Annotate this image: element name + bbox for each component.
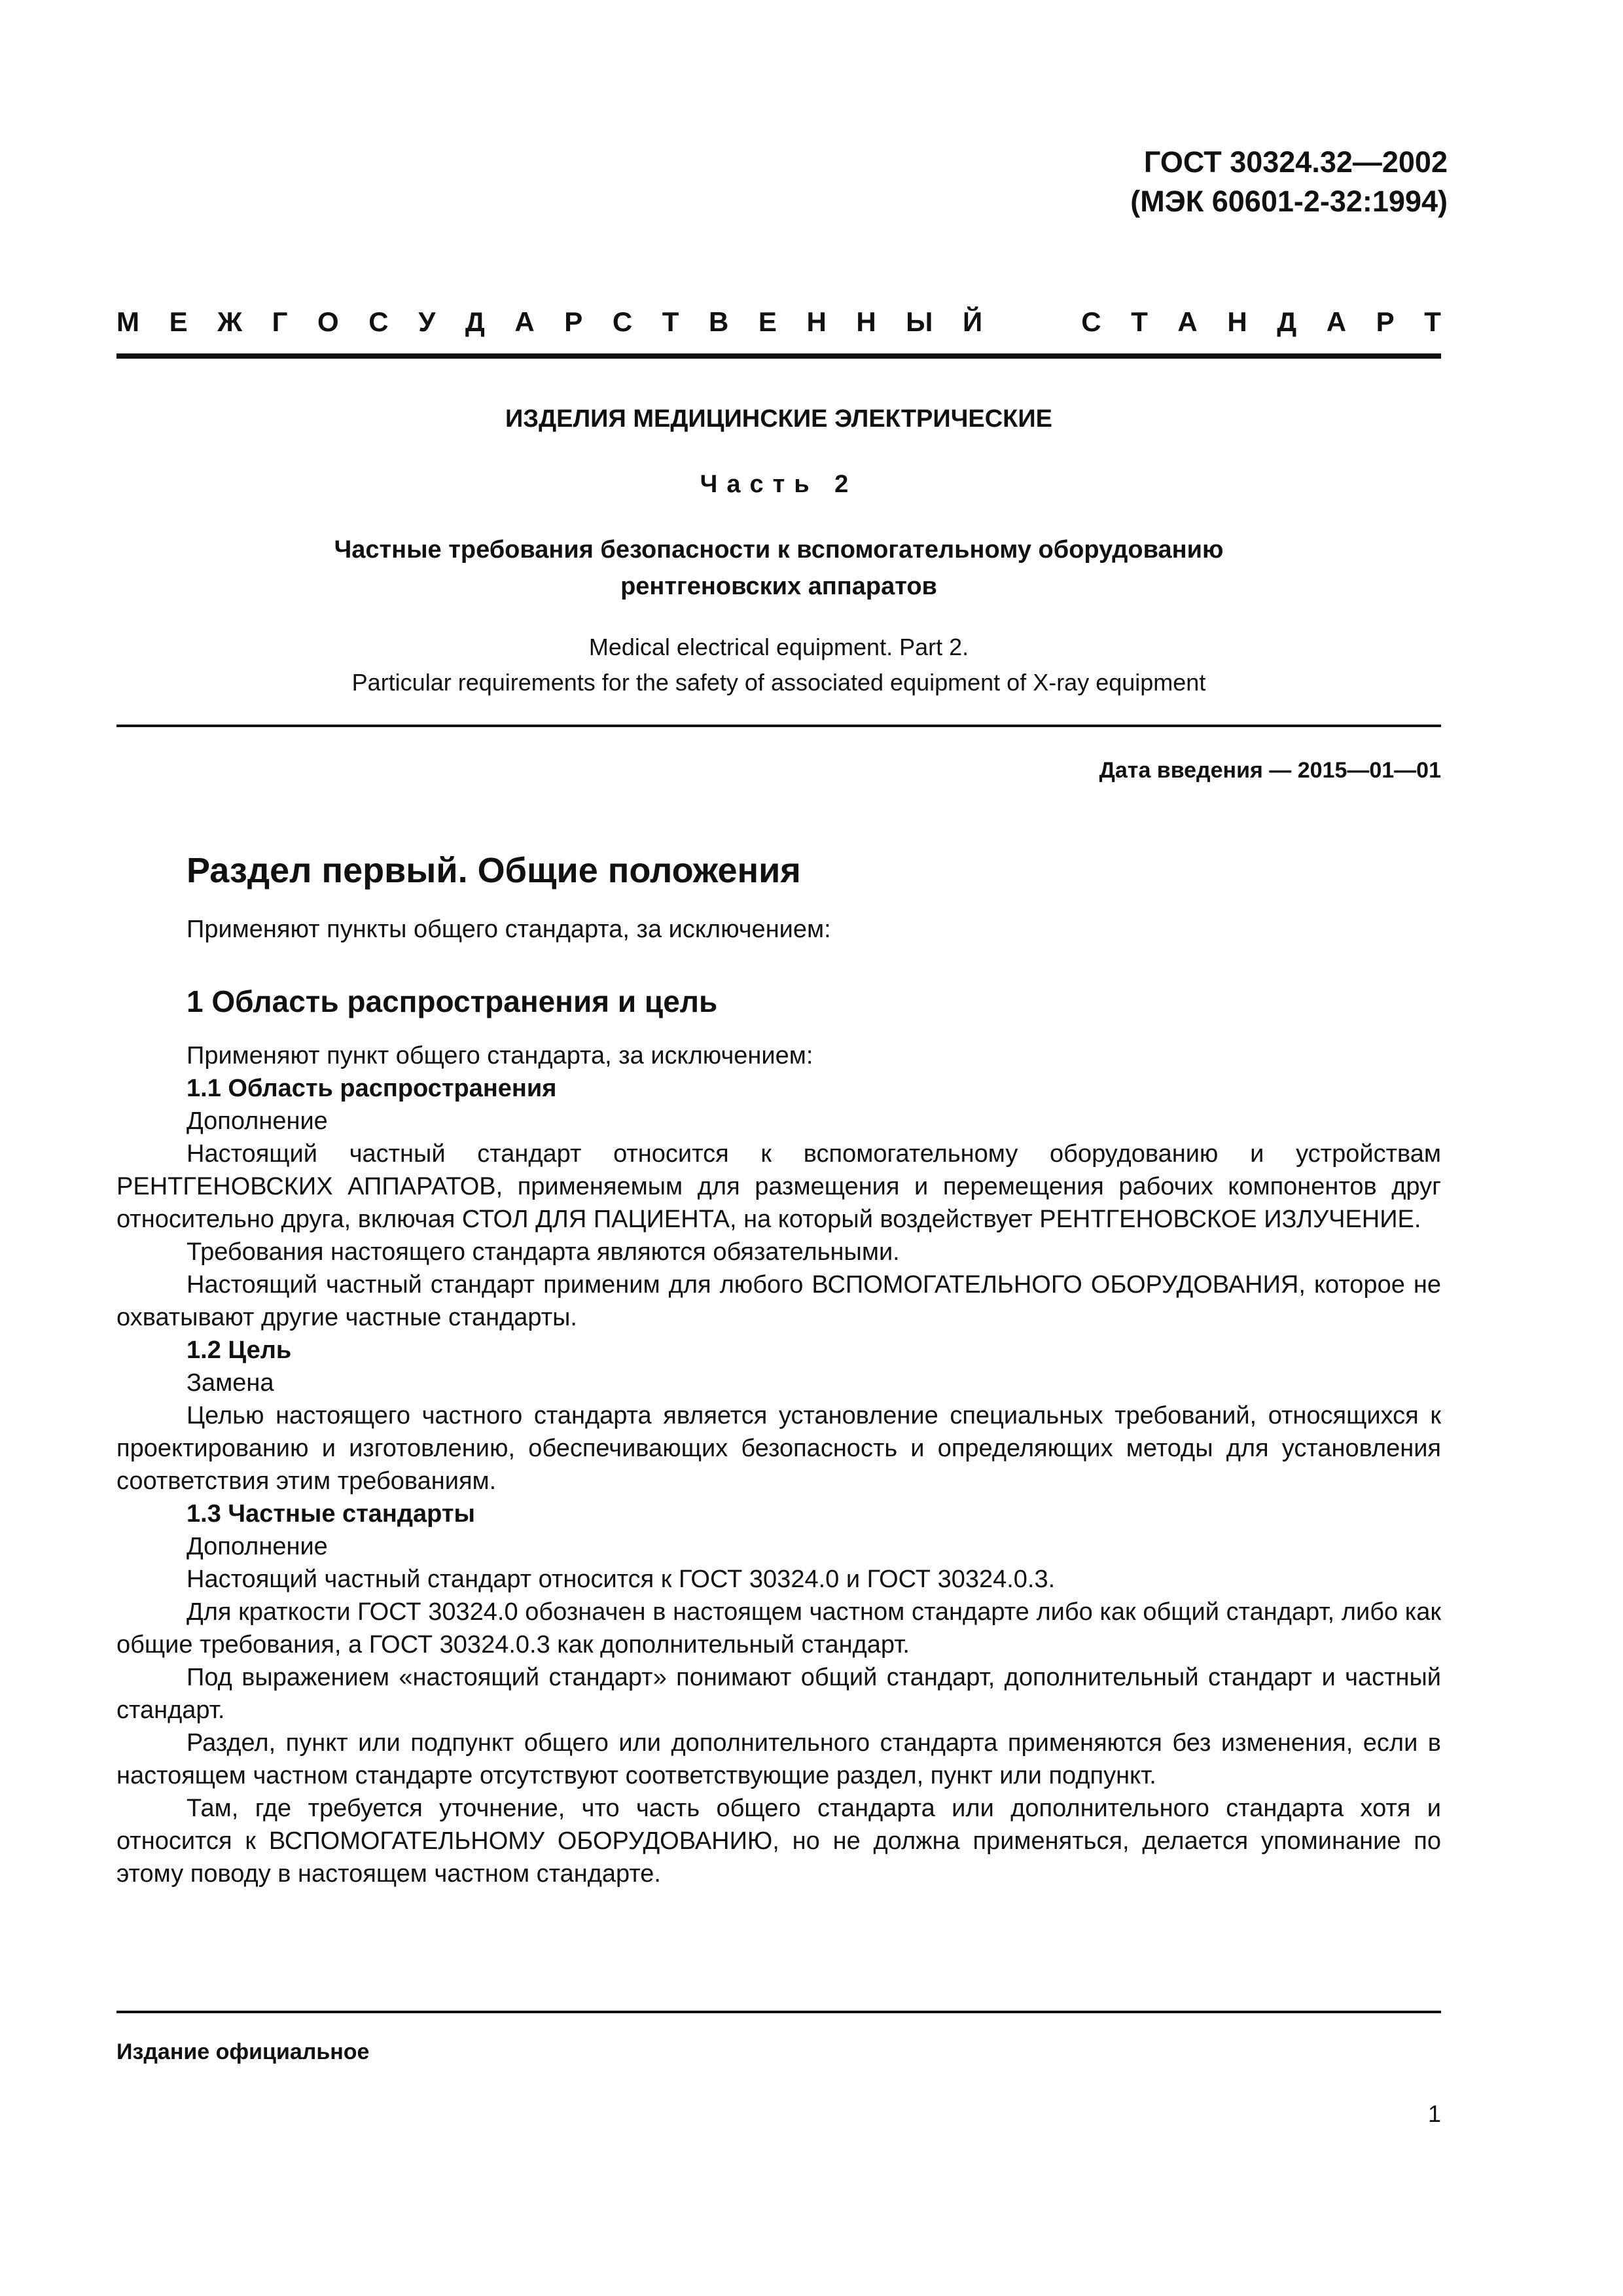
clause-1-2-heading: 1.2 Цель (187, 1336, 292, 1364)
section-intro (116, 913, 1441, 946)
banner-letter: Т (1424, 306, 1441, 337)
clause-1-body (116, 1039, 1441, 1890)
paragraph: Настоящий частный стандарт относится к вспомогательному оборудованию и устройствам РЕНТГЕНОВСКИХ АППАРАТОВ, применяемым для размещения и перемещения рабочих компонентов друг относительно друга, включая СТОЛ ДЛЯ ПАЦИЕНТА, на который воздействует РЕНТГЕНОВСКОЕ ИЗЛУЧЕНИЕ. (116, 1140, 1441, 1233)
banner-letter: О (317, 306, 339, 337)
banner-letter: Ж (217, 306, 243, 337)
iec-equivalent-code: (МЭК 60601-2-32:1994) (1130, 185, 1448, 218)
official-edition-label: Издание официальное (116, 2039, 370, 2064)
english-title-line: Particular requirements for the safety of associated equipment of X-ray equipment (351, 669, 1206, 696)
paragraph: Раздел, пункт или подпункт общего или дополнительного стандарта применяются без изменения, если в настоящем частном стандарте отсутствуют соответствующие раздел, пункт или подпункт. (116, 1729, 1441, 1789)
subtitle-line: Частные требования безопасности к вспомогательному оборудованию (334, 536, 1224, 564)
document-title: ИЗДЕЛИЯ МЕДИЦИНСКИЕ ЭЛЕКТРИЧЕСКИЕ (505, 405, 1053, 433)
addition-label: Дополнение (187, 1107, 328, 1135)
english-title (116, 630, 1441, 700)
banner-letter: Р (1376, 306, 1395, 337)
subtitle-line: рентгеновских аппаратов (620, 573, 937, 600)
clause-1-3-heading: 1.3 Частные стандарты (187, 1500, 475, 1528)
paragraph: Требования настоящего стандарта являются обязательными. (187, 1238, 900, 1266)
banner-letter: Т (662, 306, 679, 337)
banner-letter: С (612, 306, 633, 337)
banner-letter: Н (806, 306, 827, 337)
banner-letter: Д (1277, 306, 1297, 337)
banner-letter: А (1177, 306, 1198, 337)
banner-letter: Р (564, 306, 583, 337)
banner-letter: М (116, 306, 139, 337)
paragraph: Настоящий частный стандарт применим для любого ВСПОМОГАТЕЛЬНОГО ОБОРУДОВАНИЯ, которое не охватывают другие частные стандарты. (116, 1271, 1441, 1331)
paragraph: Под выражением «настоящий стандарт» понимают общий стандарт, дополнительный стандарт и частный стандарт. (116, 1664, 1441, 1724)
banner-letter: Н (856, 306, 876, 337)
interstate-standard-banner (116, 302, 1441, 342)
banner-letter: В (708, 306, 729, 337)
part-label: Часть 2 (700, 471, 858, 498)
banner-letter: У (418, 306, 436, 337)
banner-letter: Д (465, 306, 485, 337)
banner-letter: Н (1227, 306, 1247, 337)
banner-letter: Е (758, 306, 777, 337)
banner-letter: А (1326, 306, 1347, 337)
banner-letter: Т (1131, 306, 1148, 337)
banner-letter: А (514, 306, 535, 337)
footer-divider (116, 2011, 1441, 2013)
paragraph: Для краткости ГОСТ 30324.0 обозначен в настоящем частном стандарте либо как общий стандарт, либо как общие требования, а ГОСТ 30324.0.3 как дополнительный стандарт. (116, 1598, 1441, 1659)
banner-letter: Г (272, 306, 288, 337)
banner-word-gap (1012, 302, 1052, 342)
document-subtitle (116, 531, 1441, 605)
clause-1-heading: 1 Область распространения и цель (187, 984, 718, 1018)
banner-divider (116, 353, 1441, 359)
english-title-line: Medical electrical equipment. Part 2. (588, 634, 969, 660)
banner-letter: Й (962, 306, 983, 337)
section-title: Раздел первый. Общие положения (187, 851, 801, 890)
replacement-label: Замена (187, 1369, 274, 1397)
banner-letter: Е (169, 306, 188, 337)
paragraph: Применяют пункты общего стандарта, за исключением: (187, 916, 831, 943)
addition-label: Дополнение (187, 1533, 328, 1560)
clause-1-1-heading: 1.1 Область распространения (187, 1075, 557, 1102)
paragraph: Применяют пункт общего стандарта, за исключением: (187, 1042, 813, 1069)
standard-code-block (1130, 143, 1448, 221)
standard-code: ГОСТ 30324.32—2002 (1143, 145, 1448, 179)
banner-letter: С (368, 306, 389, 337)
banner-letter: Ы (906, 306, 933, 337)
paragraph: Настоящий частный стандарт относится к ГОСТ 30324.0 и ГОСТ 30324.0.3. (187, 1566, 1056, 1593)
paragraph: Там, где требуется уточнение, что часть общего стандарта или дополнительного стандарта хотя и относится к ВСПОМОГАТЕЛЬНОМУ ОБОРУДОВАНИЮ, но не должна применяться, делается упоминание по этому поводу в настоящем частном стандарте. (116, 1795, 1441, 1888)
introduction-date: Дата введения — 2015—01—01 (1099, 758, 1441, 783)
page-number: 1 (1427, 2100, 1441, 2127)
paragraph: Целью настоящего частного стандарта является установление специальных требований, относящихся к проектированию и изготовлению, обеспечивающих безопасность и определяющих методы для установления соответствия этим требованиям. (116, 1402, 1441, 1495)
banner-letter: С (1081, 306, 1101, 337)
title-divider (116, 725, 1441, 727)
